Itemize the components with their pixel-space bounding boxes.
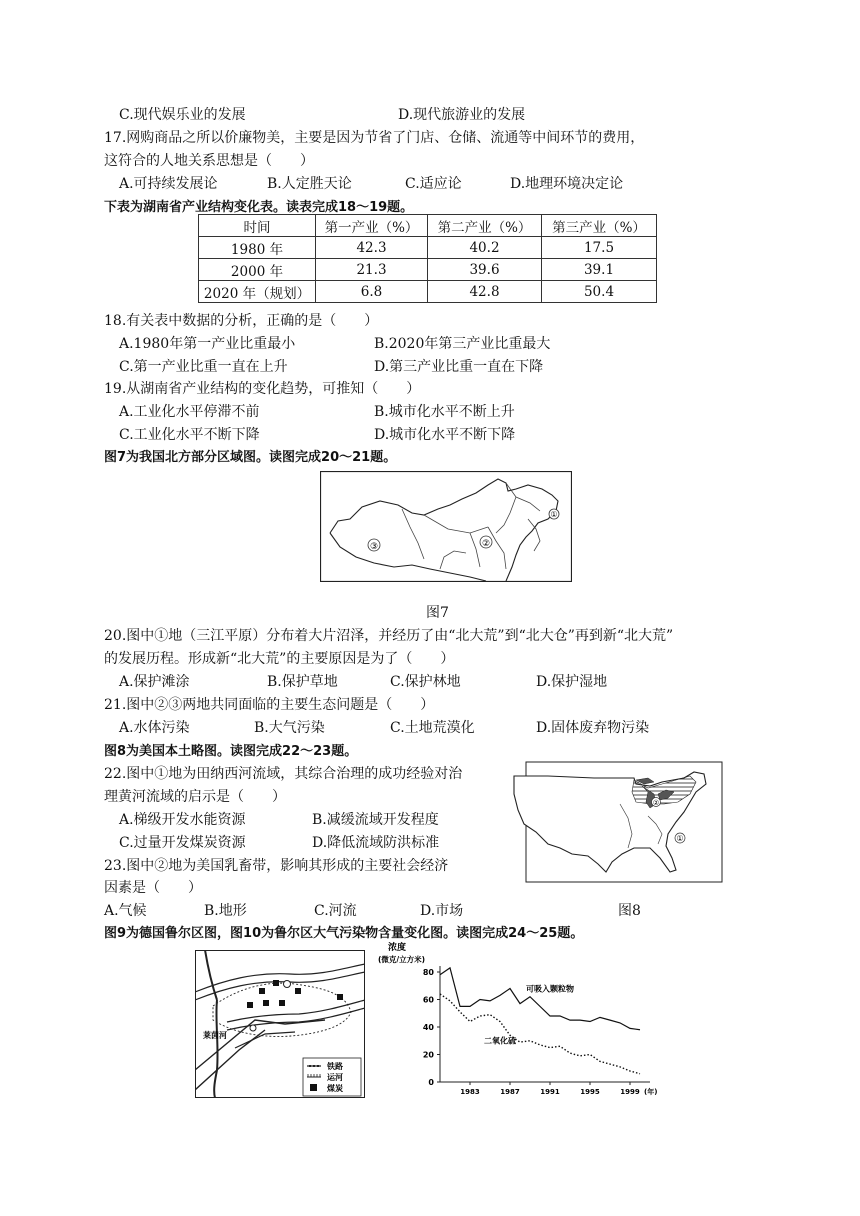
chart-x-unit: (年) (644, 1088, 658, 1096)
fig9-ruhr-map (195, 950, 365, 1098)
table-row (199, 281, 657, 303)
chart-x-tick-label: 1991 (540, 1088, 560, 1096)
table-header-row (199, 215, 657, 237)
q22-option-a: A.梯级开发水能资源 (119, 812, 246, 828)
table-header: 第三产业（%） (542, 215, 657, 237)
table-cell: 42.3 (316, 237, 428, 259)
fig8-label-1: ① (676, 834, 684, 843)
q20-option-b: B.保护草地 (267, 674, 338, 690)
q20-stem-line2: 的发展历程。形成新“北大荒”的主要原因是为了（ ） (104, 651, 455, 667)
fig9-legend-canal: 运河 (327, 1073, 343, 1082)
q18-option-d: D.第三产业比重一直在下降 (374, 359, 544, 375)
q21-option-c: C.土地荒漠化 (390, 720, 475, 736)
chart-x-tick-label: 1995 (580, 1088, 600, 1096)
q20-option-a: A.保护滩涂 (119, 674, 190, 690)
intro-18-19: 下表为湖南省产业结构变化表。读表完成18～19题。 (104, 200, 414, 215)
fig7-label-1: ① (550, 510, 558, 519)
q23-stem-line2: 因素是（ ） (104, 880, 202, 896)
table-cell: 39.1 (542, 259, 657, 281)
q18-stem: 18.有关表中数据的分析，正确的是（ ） (104, 313, 379, 329)
table-cell: 39.6 (428, 259, 542, 281)
fig9-river-label: 莱茵河 (203, 1031, 227, 1040)
fig9-legend-coal: 煤炭 (327, 1084, 343, 1093)
q23-option-a: A.气候 (104, 903, 147, 919)
fig7-caption: 图7 (426, 605, 449, 621)
table-row (199, 259, 657, 281)
q19-option-b: B.城市化水平不断上升 (374, 404, 515, 420)
q20-stem-line1: 20.图中①地（三江平原）分布着大片沼泽，并经历了由“北大荒”到“北大仓”再到新“北大荒” (104, 628, 674, 644)
q16-option-d: D.现代旅游业的发展 (398, 107, 526, 123)
q17-option-c: C.适应论 (405, 176, 462, 192)
intro-20-21: 图7为我国北方部分区域图。读图完成20～21题。 (104, 450, 397, 465)
chart-series-label: 可吸入颗粒物 (526, 984, 574, 994)
chart-y-tick-label: 60 (422, 995, 434, 1005)
chart-y-tick-label: 0 (428, 1078, 434, 1087)
q19-option-c: C.工业化水平不断下降 (119, 427, 260, 443)
chart-ylabel: 浓度 (388, 943, 407, 953)
table-cell: 2000 年 (199, 259, 316, 281)
q18-option-c: C.第一产业比重一直在上升 (119, 359, 288, 375)
q23-option-b: B.地形 (204, 903, 247, 919)
q19-stem: 19.从湖南省产业结构的变化趋势，可推知（ ） (104, 381, 421, 397)
fig8-caption: 图8 (618, 903, 641, 919)
q21-option-b: B.大气污染 (254, 720, 325, 736)
q22-stem-line1: 22.图中①地为田纳西河流域，其综合治理的成功经验对治 (104, 766, 463, 782)
q17-stem-line2: 这符合的人地关系思想是（ ） (104, 153, 314, 169)
intro-24-25: 图9为德国鲁尔区图，图10为鲁尔区大气污染物含量变化图。读图完成24～25题。 (104, 926, 584, 941)
chart-y-tick-label: 80 (422, 968, 434, 977)
q22-option-d: D.降低流域防洪标准 (312, 835, 440, 851)
q18-option-b: B.2020年第三产业比重最大 (374, 336, 551, 352)
table-header: 时间 (199, 215, 316, 237)
table-cell: 40.2 (428, 237, 542, 259)
q19-option-a: A.工业化水平停滞不前 (119, 404, 260, 420)
chart-y-tick-label: 40 (422, 1023, 434, 1032)
table-cell: 6.8 (316, 281, 428, 303)
chart-series-label: 二氧化硫 (484, 1036, 516, 1046)
q21-stem: 21.图中②③两地共同面临的主要生态问题是（ ） (104, 697, 435, 713)
chart-x-tick-label: 1983 (460, 1088, 480, 1096)
fig7-label-2: ② (481, 539, 491, 549)
q17-option-a: A.可持续发展论 (119, 176, 218, 192)
industry-structure-table (198, 214, 657, 303)
table-header: 第一产业（%） (316, 215, 428, 237)
table-cell: 42.8 (428, 281, 542, 303)
chart-yunit: (微克/立方米) (378, 955, 426, 964)
q19-option-d: D.城市化水平不断下降 (374, 427, 516, 443)
q17-option-d: D.地理环境决定论 (510, 176, 624, 192)
q17-stem-line1: 17.网购商品之所以价廉物美，主要是因为节省了门店、仓储、流通等中间环节的费用， (104, 130, 645, 146)
q23-option-c: C.河流 (314, 903, 357, 919)
table-cell: 17.5 (542, 237, 657, 259)
q18-option-a: A.1980年第一产业比重最小 (119, 336, 296, 352)
q16-option-c: C.现代娱乐业的发展 (119, 107, 246, 123)
table-cell: 50.4 (542, 281, 657, 303)
q22-stem-line2: 理黄河流域的启示是（ ） (104, 789, 286, 805)
q23-option-d: D.市场 (420, 903, 464, 919)
q21-option-d: D.固体废弃物污染 (536, 720, 650, 736)
table-cell: 21.3 (316, 259, 428, 281)
fig8-label-2: ② (652, 799, 660, 807)
table-cell: 2020 年（规划） (199, 281, 316, 303)
table-row (199, 237, 657, 259)
q20-option-d: D.保护湿地 (536, 674, 608, 690)
q21-option-a: A.水体污染 (119, 720, 190, 736)
q23-stem-line1: 23.图中②地为美国乳畜带，影响其形成的主要社会经济 (104, 858, 449, 874)
q22-option-c: C.过量开发煤炭资源 (119, 835, 246, 851)
fig7-label-3: ③ (369, 542, 379, 552)
chart-x-tick-label: 1999 (620, 1088, 640, 1096)
fig9-legend-railway: 铁路 (327, 1062, 343, 1071)
q17-option-b: B.人定胜天论 (267, 176, 352, 192)
chart-y-tick-label: 20 (422, 1050, 434, 1060)
chart-series-line (440, 968, 640, 1030)
table-cell: 1980 年 (199, 237, 316, 259)
fig10-pollution-chart (378, 940, 700, 1100)
table-header: 第二产业（%） (428, 215, 542, 237)
q22-option-b: B.减缓流域开发程度 (312, 812, 439, 828)
fig7-north-china-map (320, 471, 572, 582)
q20-option-c: C.保护林地 (390, 674, 461, 690)
fig8-us-map (508, 758, 724, 886)
chart-x-tick-label: 1987 (500, 1088, 520, 1096)
intro-22-23: 图8为美国本土略图。读图完成22～23题。 (104, 744, 358, 759)
